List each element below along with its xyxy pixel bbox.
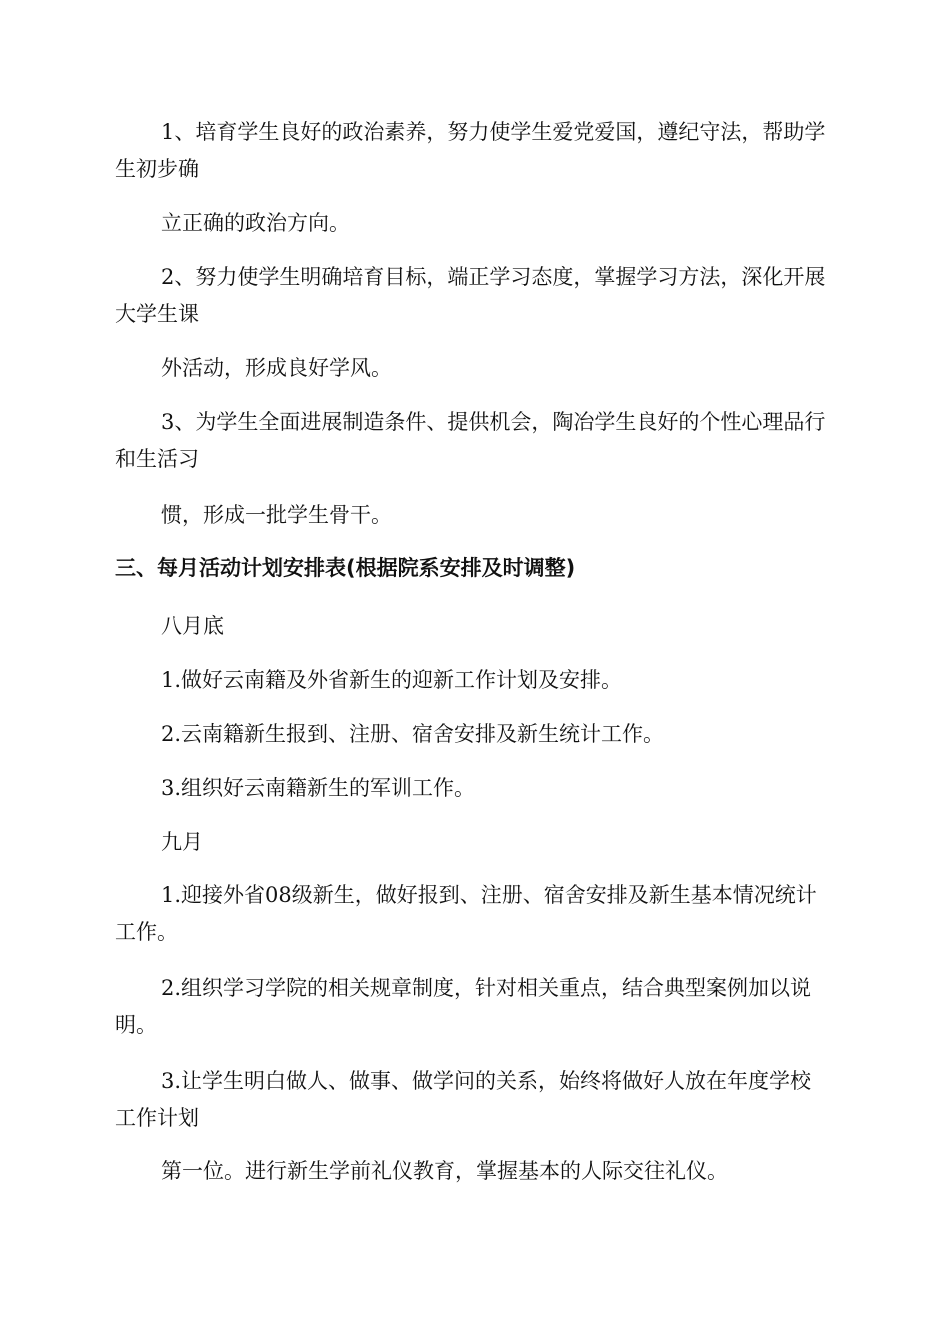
september-item-3-cont: 第一位。进行新生学前礼仪教育，掌握基本的人际交往礼仪。 — [161, 1159, 728, 1183]
september-item-2: 2.组织学习学院的相关规章制度，针对相关重点，结合典型案例加以说明。 — [115, 976, 812, 1037]
september-item-1: 1.迎接外省08级新生，做好报到、注册、宿舍安排及新生基本情况统计工作。 — [115, 883, 817, 944]
august-item-1: 1.做好云南籍及外省新生的迎新工作计划及安排。 — [161, 668, 623, 692]
section-heading: 三、每月活动计划安排表(根据院系安排及时调整) — [115, 556, 576, 580]
paragraph-goal-3-cont: 惯，形成一批学生骨干。 — [161, 503, 392, 527]
month-title-august: 八月底 — [161, 614, 224, 638]
paragraph-goal-2: 2、努力使学生明确培育目标，端正学习态度，掌握学习方法，深化开展大学生课 — [115, 265, 826, 326]
paragraph-goal-1-cont: 立正确的政治方向。 — [161, 211, 350, 235]
september-item-3: 3.让学生明白做人、做事、做学问的关系，始终将做好人放在年度学校工作计划 — [115, 1069, 812, 1130]
month-title-september: 九月 — [161, 830, 203, 854]
paragraph-goal-1: 1、培育学生良好的政治素养，努力使学生爱党爱国，遵纪守法，帮助学生初步确 — [115, 120, 826, 181]
august-item-3: 3.组织好云南籍新生的军训工作。 — [161, 776, 476, 800]
paragraph-goal-3: 3、为学生全面进展制造条件、提供机会，陶冶学生良好的个性心理品行和生活习 — [115, 410, 826, 471]
paragraph-goal-2-cont: 外活动，形成良好学风。 — [161, 356, 392, 380]
august-item-2: 2.云南籍新生报到、注册、宿舍安排及新生统计工作。 — [161, 722, 665, 746]
